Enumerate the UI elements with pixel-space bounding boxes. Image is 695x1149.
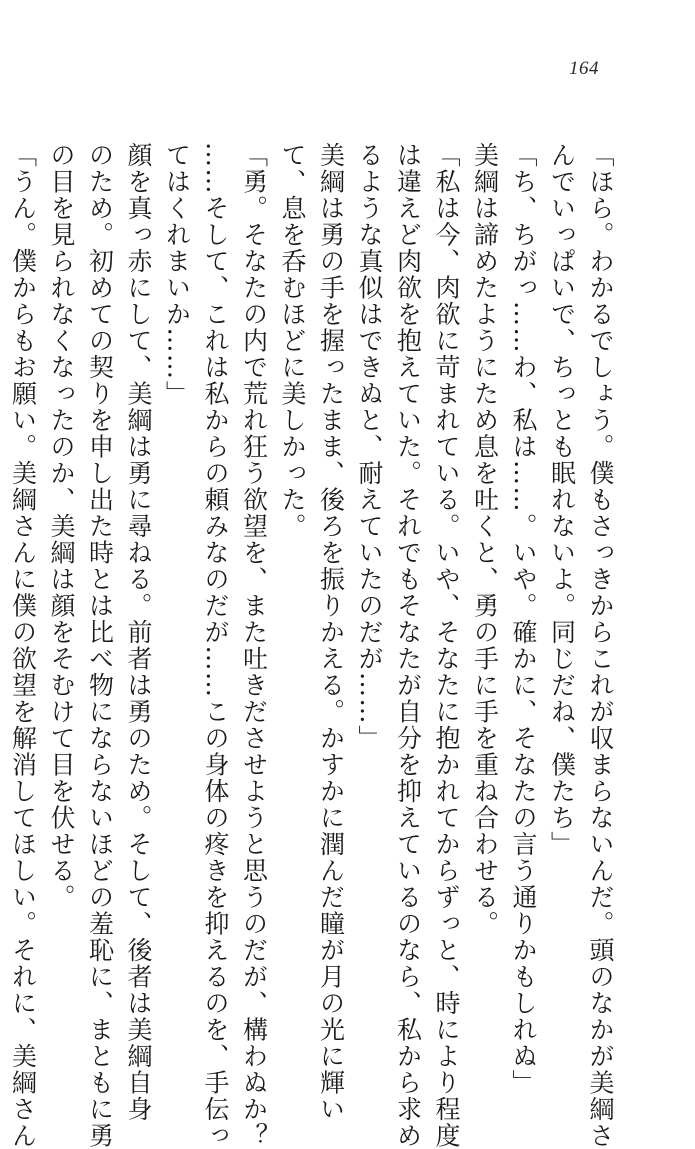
text-line: 「私は今、肉欲に苛まれている。いや、そなたに抱かれてからずっと、時により程度 (432, 142, 461, 1149)
text-line: るような真似はできぬと、耐えていたのだが……」 (355, 142, 384, 752)
text-line: 顔を真っ赤にして、美綱は勇に尋ねる。前者は勇のため。そして、後者は美綱自身 (124, 142, 153, 1123)
text-line: て、息を呑むほどに美しかった。 (278, 142, 307, 540)
text-line (0, 142, 3, 1002)
text-line: 「ほら。わかるでしょう。僕もさっきからこれが収まらないんだ。頭のなかが美綱さ (586, 142, 615, 1149)
text-line: の目を見られなくなったのか、美綱は顔をそむけて目を伏せる。 (47, 142, 76, 911)
text-line: んでいっぱいで、ちっとも眠れないよ。同じだね、僕たち」 (547, 142, 577, 858)
body-text (8, 142, 619, 1149)
text-line: のため。初めての契りを申し出た時とは比べ物にならないほどの羞恥に、まともに勇 (85, 142, 115, 1149)
text-line: 「ち、ちがっ……わ、私は……。いや。確かに、そなたの言う通りかもしれぬ」 (509, 142, 538, 1096)
text-line: 「うん。僕からもお願い。美綱さんに僕の欲望を解消してほしい。それに、美綱さん (8, 142, 38, 1149)
text-line: 「勇。そなたの内で荒れ狂う欲望を、また吐きださせようと思うのだが、構わぬか？ (239, 142, 269, 1149)
page-number: 164 (569, 58, 599, 79)
text-line: 美綱は諦めたようにため息を吐くと、勇の手に手を重ね合わせる。 (470, 142, 500, 937)
text-line: は違えど肉欲を抱えていた。それでもそなたが自分を抑えているのなら、私から求め (393, 142, 423, 1149)
text-line: ……そして、これは私からの頼みなのだが……この身体の疼きを抑えるのを、手伝っ (201, 142, 230, 1149)
text-line: 美綱は勇の手を握ったまま、後ろを振りかえる。かすかに潤んだ瞳が月の光に輝い (316, 142, 346, 1123)
text-line: てはくれまいか……」 (162, 142, 192, 407)
